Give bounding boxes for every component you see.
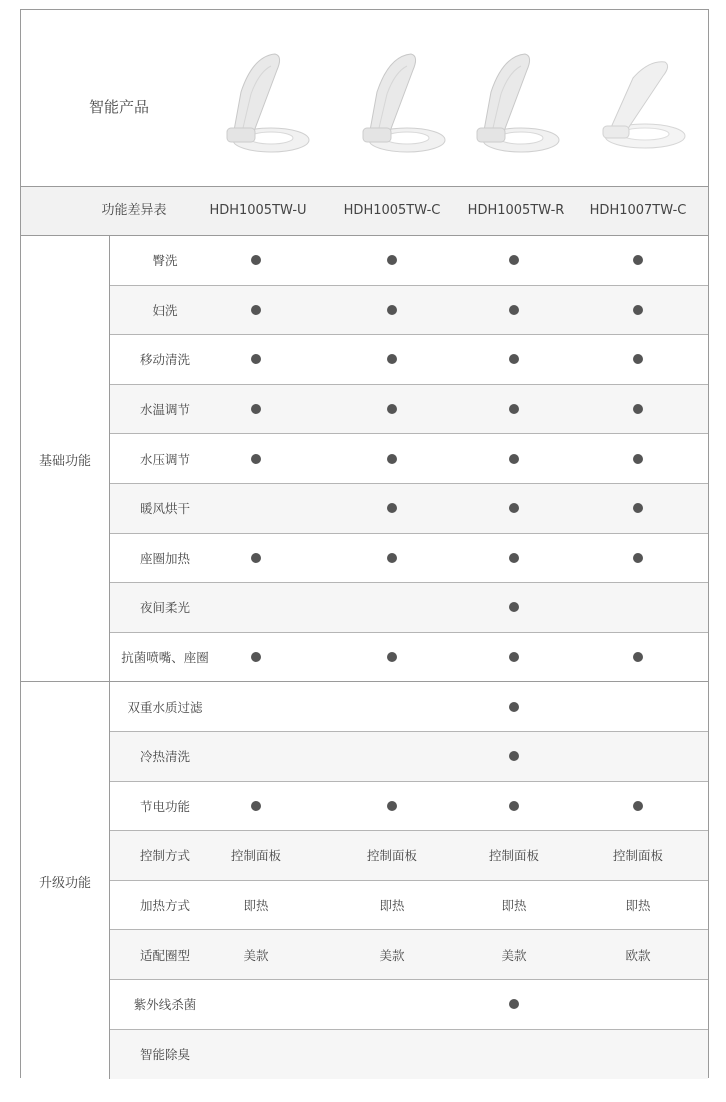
feature-name: 抗菌喷嘴、座圈 — [121, 650, 209, 666]
model-cell — [337, 980, 447, 1029]
feature-dot-icon — [387, 305, 397, 315]
table-row — [110, 385, 708, 435]
model-cell — [201, 782, 311, 831]
model-cell — [201, 633, 311, 682]
feature-dot-icon — [509, 354, 519, 364]
model-cell — [583, 583, 693, 632]
feature-dot-icon — [633, 553, 643, 563]
model-cell — [201, 980, 311, 1029]
model-cell: 欧款 — [625, 947, 651, 963]
model-cell — [583, 732, 693, 781]
feature-dot-icon — [387, 354, 397, 364]
model-cell — [337, 633, 447, 682]
model-cell: 即热 — [625, 898, 651, 914]
feature-dot-icon — [251, 801, 261, 811]
feature-dot-icon — [509, 553, 519, 563]
feature-dot-icon — [633, 652, 643, 662]
model-cell — [201, 732, 311, 781]
model-cell: 美款 — [243, 947, 269, 963]
feature-dot-icon — [387, 801, 397, 811]
model-cell — [337, 484, 447, 533]
model-cell — [337, 286, 447, 335]
model-cell — [459, 583, 569, 632]
product-image-2 — [349, 48, 449, 158]
model-cell — [459, 782, 569, 831]
feature-name: 冷热清洗 — [139, 749, 190, 765]
table-row — [110, 732, 708, 782]
model-cell — [583, 236, 693, 285]
model-cell — [459, 434, 569, 483]
model-cell — [583, 534, 693, 583]
feature-dot-icon — [509, 454, 519, 464]
model-3: HDH1005TW-R — [467, 203, 565, 218]
feature-name: 控制方式 — [139, 848, 190, 864]
model-cell: 即热 — [243, 898, 269, 914]
feature-dot-icon — [509, 801, 519, 811]
model-cell — [583, 1030, 693, 1080]
model-cell — [337, 782, 447, 831]
table-row — [110, 1030, 708, 1080]
model-cell: 控制面板 — [612, 848, 663, 864]
comparison-table — [20, 9, 709, 1078]
feature-dot-icon — [387, 503, 397, 513]
feature-name: 夜间柔光 — [139, 600, 190, 616]
model-cell: 控制面板 — [366, 848, 417, 864]
model-cell: 控制面板 — [488, 848, 539, 864]
feature-name: 紫外线杀菌 — [133, 997, 197, 1013]
model-cell — [337, 335, 447, 384]
model-cell — [459, 1030, 569, 1080]
feature-name: 座圈加热 — [139, 550, 190, 566]
feature-name: 妇洗 — [152, 302, 178, 318]
feature-dot-icon — [633, 503, 643, 513]
table-row — [110, 682, 708, 732]
model-2: HDH1005TW-C — [343, 203, 441, 218]
feature-name: 智能除臭 — [139, 1047, 190, 1063]
table-row — [110, 434, 708, 484]
model-cell — [459, 980, 569, 1029]
model-1: HDH1005TW-U — [209, 203, 307, 218]
model-cell — [201, 484, 311, 533]
model-cell — [337, 385, 447, 434]
model-cell — [201, 1030, 311, 1080]
table-row — [110, 583, 708, 633]
model-cell — [201, 236, 311, 285]
model-cell — [459, 682, 569, 731]
table-row — [110, 236, 708, 286]
model-cell — [337, 236, 447, 285]
feature-dot-icon — [251, 454, 261, 464]
table-row — [110, 980, 708, 1030]
model-cell — [201, 385, 311, 434]
feature-dot-icon — [509, 503, 519, 513]
feature-name: 暖风烘干 — [139, 501, 190, 517]
table-row — [110, 930, 708, 980]
table-row — [110, 484, 708, 534]
model-cell — [337, 583, 447, 632]
feature-name: 节电功能 — [139, 798, 190, 814]
group-column — [21, 236, 110, 682]
feature-name: 臀洗 — [152, 253, 178, 269]
feature-dot-icon — [251, 354, 261, 364]
model-cell: 美款 — [379, 947, 405, 963]
feature-dot-icon — [633, 404, 643, 414]
table-row — [110, 335, 708, 385]
feature-dot-icon — [251, 255, 261, 265]
table-header — [21, 186, 708, 236]
header-label: 功能差异表 — [101, 203, 167, 218]
model-cell — [583, 980, 693, 1029]
product-image-4 — [593, 48, 693, 158]
group-column — [21, 682, 110, 1079]
model-cell — [337, 434, 447, 483]
feature-dot-icon — [509, 305, 519, 315]
model-4: HDH1007TW-C — [589, 203, 687, 218]
model-cell — [201, 682, 311, 731]
model-cell — [583, 484, 693, 533]
model-cell — [201, 583, 311, 632]
table-row — [110, 782, 708, 832]
group-label: 升级功能 — [38, 875, 91, 891]
feature-dot-icon — [509, 404, 519, 414]
feature-name: 适配圈型 — [139, 947, 190, 963]
feature-dot-icon — [633, 255, 643, 265]
feature-dot-icon — [387, 454, 397, 464]
model-cell — [459, 335, 569, 384]
hero-title: 智能产品 — [89, 98, 150, 116]
model-cell — [459, 534, 569, 583]
table-row — [110, 286, 708, 336]
feature-name: 加热方式 — [139, 898, 190, 914]
feature-dot-icon — [509, 255, 519, 265]
feature-name: 双重水质过滤 — [127, 699, 203, 715]
feature-name: 水压调节 — [139, 451, 190, 467]
feature-dot-icon — [387, 652, 397, 662]
model-cell — [201, 434, 311, 483]
feature-dot-icon — [509, 652, 519, 662]
model-cell — [459, 236, 569, 285]
model-cell — [459, 385, 569, 434]
model-cell — [337, 1030, 447, 1080]
model-cell — [583, 385, 693, 434]
feature-dot-icon — [509, 602, 519, 612]
model-cell: 即热 — [501, 898, 527, 914]
model-cell: 美款 — [501, 947, 527, 963]
model-cell: 即热 — [379, 898, 405, 914]
table-row — [110, 881, 708, 931]
model-cell — [459, 286, 569, 335]
model-cell — [337, 682, 447, 731]
model-cell — [201, 534, 311, 583]
feature-dot-icon — [509, 999, 519, 1009]
model-cell — [583, 286, 693, 335]
group-label: 基础功能 — [38, 454, 91, 470]
feature-dot-icon — [251, 404, 261, 414]
model-cell: 控制面板 — [230, 848, 281, 864]
feature-dot-icon — [251, 553, 261, 563]
feature-dot-icon — [251, 652, 261, 662]
feature-dot-icon — [387, 404, 397, 414]
table-row — [110, 633, 708, 683]
model-cell — [583, 682, 693, 731]
feature-name: 移动清洗 — [139, 352, 190, 368]
model-cell — [459, 484, 569, 533]
feature-dot-icon — [509, 702, 519, 712]
feature-dot-icon — [509, 751, 519, 761]
model-cell — [583, 633, 693, 682]
model-cell — [459, 633, 569, 682]
feature-dot-icon — [387, 553, 397, 563]
feature-dot-icon — [387, 255, 397, 265]
feature-name: 水温调节 — [139, 402, 190, 418]
model-cell — [583, 434, 693, 483]
feature-dot-icon — [633, 305, 643, 315]
model-cell — [201, 335, 311, 384]
product-image-1 — [213, 48, 313, 158]
hero-banner — [21, 10, 708, 186]
model-cell — [337, 732, 447, 781]
model-cell — [201, 286, 311, 335]
model-cell — [583, 782, 693, 831]
model-cell — [459, 732, 569, 781]
model-cell — [583, 335, 693, 384]
table-row — [110, 831, 708, 881]
feature-dot-icon — [633, 454, 643, 464]
table-row — [110, 534, 708, 584]
model-cell — [337, 534, 447, 583]
feature-dot-icon — [633, 801, 643, 811]
feature-dot-icon — [251, 305, 261, 315]
product-image-3 — [463, 48, 563, 158]
feature-dot-icon — [633, 354, 643, 364]
